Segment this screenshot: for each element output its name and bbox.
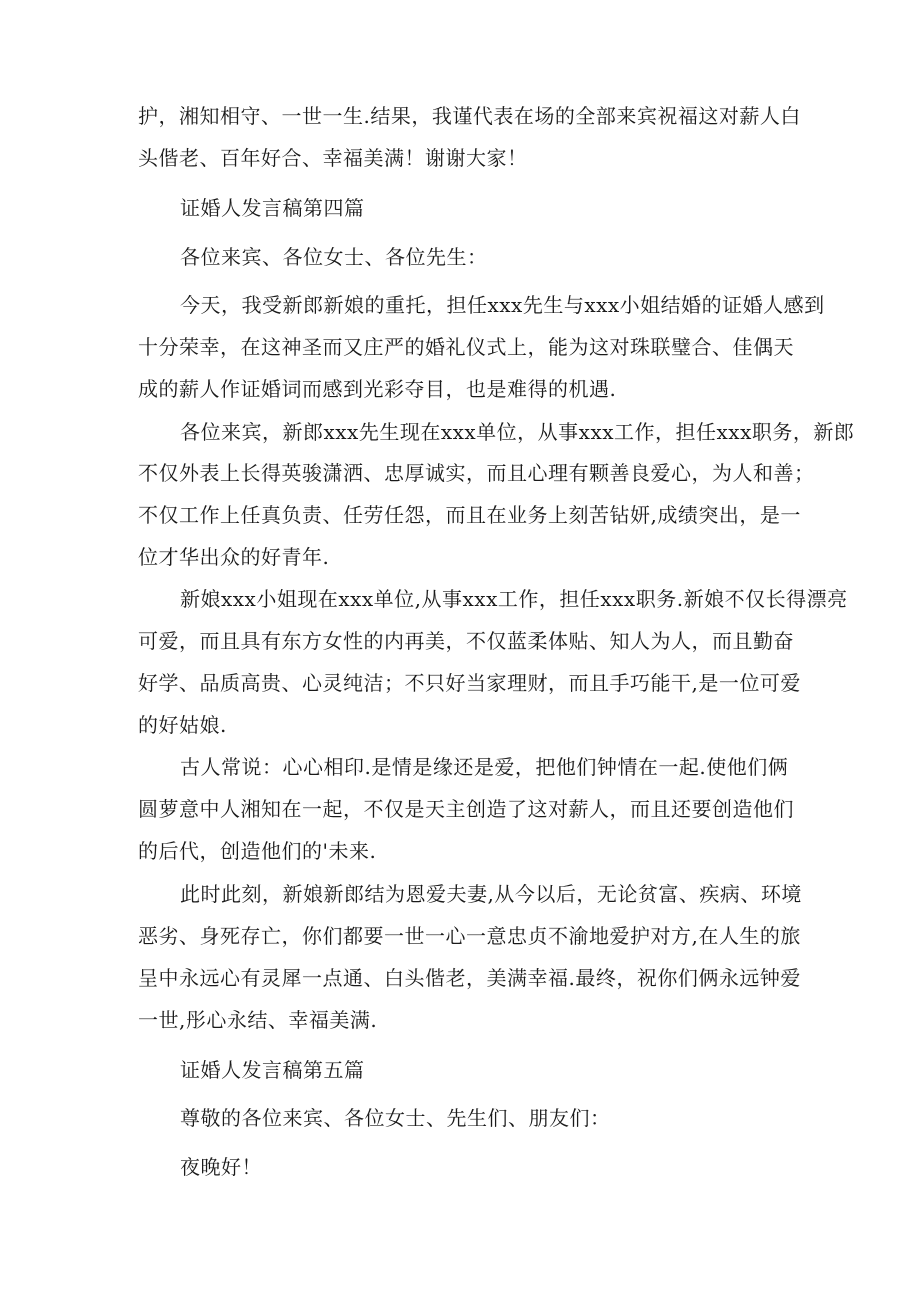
section-heading: 证婚人发言稿第四篇 xyxy=(180,196,365,220)
text-line: 恶劣、身死存亡，你们都要一世一心一意忠贞不渝地爱护对方,在人生的旅 xyxy=(138,924,801,948)
text-line: 位才华出众的好青年. xyxy=(138,545,330,569)
greeting: 夜晚好！ xyxy=(180,1155,262,1179)
text-line: 不仅外表上长得英骏潇洒、忠厚诚实，而且心理有颗善良爱心，为人和善； xyxy=(138,461,815,485)
text-line: 的后代，创造他们的'未来. xyxy=(138,839,377,863)
salutation: 各位来宾、各位女士、各位先生： xyxy=(180,245,488,269)
text-line: 古人常说：心心相印.是情是缘还是爱，把他们钟情在一起.使他们俩 xyxy=(180,755,789,779)
text-line: 此时此刻，新娘新郎结为恩爱夫妻,从今以后，无论贫富、疾病、环境 xyxy=(180,882,802,906)
text-line: 可爱，而且具有东方女性的内再美，不仅蓝柔体贴、知人为人，而且勤奋 xyxy=(138,629,794,653)
text-line: 一世,彤心永结、幸福美满. xyxy=(138,1008,378,1032)
section-heading: 证婚人发言稿第五篇 xyxy=(180,1058,365,1082)
text-line: 头偕老、百年好合、幸福美满！谢谢大家！ xyxy=(138,146,528,170)
text-line: 呈中永远心有灵犀一点通、白头偕老，美满幸福.最终，祝你们俩永远钟爱 xyxy=(138,966,801,990)
salutation: 尊敬的各位来宾、各位女士、先生们、朋友们： xyxy=(180,1106,611,1130)
text-line: 好学、品质高贵、心灵纯洁；不只好当家理财，而且手巧能干,是一位可爱 xyxy=(138,671,801,695)
text-line: 圆萝意中人湘知在一起，不仅是天主创造了这对薪人，而且还要创造他们 xyxy=(138,797,794,821)
text-line: 不仅工作上任真负责、任劳任怨，而且在业务上刻苦钻妍,成绩突出，是一 xyxy=(138,503,801,527)
text-line: 成的薪人作证婚词而感到光彩夺目，也是难得的机遇. xyxy=(138,377,617,401)
text-line: 各位来宾，新郎xxx先生现在xxx单位，从事xxx工作，担任xxx职务，新郎 xyxy=(180,420,855,444)
text-line: 护，湘知相守、一世一生.结果，我谨代表在场的全部来宾祝福这对薪人白 xyxy=(138,104,801,128)
text-line: 新娘xxx小姐现在xxx单位,从事xxx工作，担任xxx职务.新娘不仅长得漂亮 xyxy=(180,587,848,611)
text-line: 十分荣幸，在这神圣而又庄严的婚礼仪式上，能为这对珠联璧合、佳偶天 xyxy=(138,335,794,359)
text-line: 今天，我受新郎新娘的重托，担任xxx先生与xxx小姐结婚的证婚人感到 xyxy=(180,293,825,317)
text-line: 的好姑娘. xyxy=(138,713,227,737)
